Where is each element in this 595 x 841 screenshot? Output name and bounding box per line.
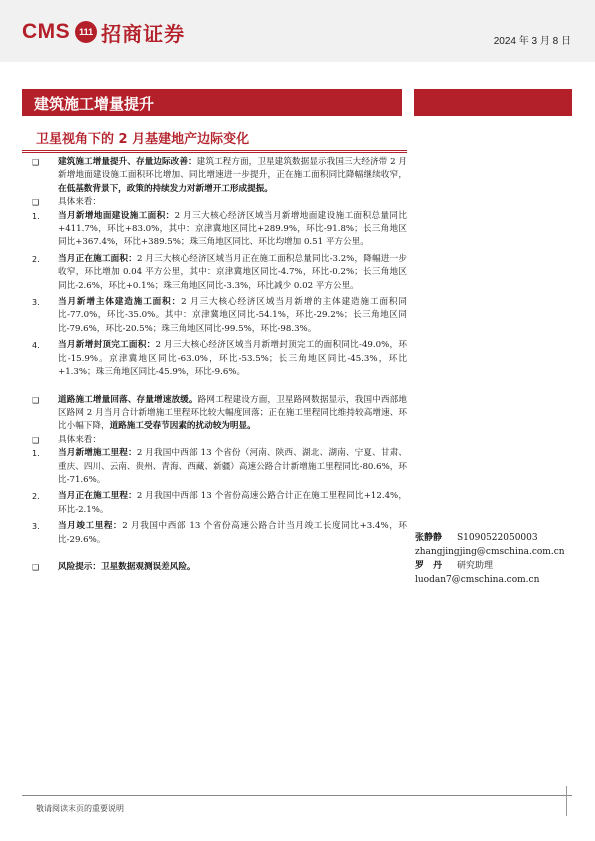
item-head: 当月新增施工里程： — [58, 448, 137, 459]
list-number: 1. — [32, 211, 40, 221]
item-text: 2 月我国中西部 13 个省份（河南、陕西、湖北、湖南、宁夏、甘肃、重庆、四川、云南、贵州、青海、西藏、新疆）高速公路合计新增施工里程同比-80.6%，环比-71.6%。 — [58, 448, 407, 485]
list-number: 2. — [32, 254, 40, 264]
section2-head: 道路施工增量回落、存量增速放缓。 — [58, 394, 198, 405]
main-content — [22, 156, 407, 574]
author-email[interactable]: luodan7@cmschina.com.cn — [415, 575, 540, 585]
section1-detail-label: 具体来看： — [58, 197, 101, 208]
list-item — [22, 296, 407, 336]
item-head: 当月正在施工面积： — [58, 253, 137, 264]
list-item — [22, 253, 407, 293]
list-number: 2. — [32, 492, 40, 502]
footer-rule — [22, 795, 572, 796]
page-header — [0, 0, 595, 62]
company-logo — [22, 20, 185, 44]
list-item — [22, 210, 407, 250]
author-panel — [415, 531, 585, 587]
item-text: 2 月我国中西部 13 个省份高速公路合计正在施工里程同比+12.4%，环比-2.1%。 — [58, 491, 407, 515]
subtitle-rule — [22, 150, 407, 151]
section1-head: 建筑施工增量提升、存量边际改善： — [58, 157, 197, 167]
list-number: 3. — [32, 298, 40, 308]
list-item — [22, 490, 407, 517]
item-head: 当月正在施工里程： — [58, 491, 137, 502]
list-item — [22, 339, 407, 379]
author-id: S1090522050003 — [457, 533, 538, 543]
item-text: 2 月我国中西部 13 个省份高速公路合计当月竣工长度同比+3.4%，环比-29.6%。 — [58, 521, 407, 545]
list-item — [22, 447, 407, 487]
page-title: 建筑施工增量提升 — [34, 95, 155, 113]
risk-note — [22, 561, 407, 574]
item-text: 2 月三大核心经济区域当月新增的主体建造施工面积同比-77.0%，环比-35.0%。其中：京津冀地区同比-54.1%，环比-29.2%；长三角地区同比-79.6%，环比-20.5%；珠三角地区同比-99.5%，环比-98.3%。 — [58, 297, 407, 334]
list-item — [22, 520, 407, 547]
title-bar — [22, 89, 402, 116]
section2-text: 路网工程建设方面，卫星路网数据显示，我国中西部地区路网 2 月当月合计新增施工里程环比较大幅度回落；正在施工里程同比维持较高增速、环比小幅下降， — [58, 394, 407, 432]
author-role: 研究助理 — [457, 561, 494, 571]
footer-note: 敬请阅读末页的重要说明 — [36, 804, 124, 813]
author-email[interactable]: zhangjingjing@cmschina.com.cn — [415, 547, 565, 557]
logo-badge-icon: 111 — [75, 21, 97, 43]
item-head: 当月新增主体建造施工面积： — [58, 297, 182, 308]
item-head: 当月新增地面建设施工面积： — [58, 210, 175, 221]
section1-text: 建筑工程方面，卫星建筑数据显示我国三大经济带 2 月新增地面建设施工面积环比增加、同比增速进一步提升，正在施工面积同比降幅继续收窄， — [58, 157, 407, 181]
author-name: 罗 丹 — [415, 561, 443, 571]
subtitle-rule-secondary — [22, 152, 407, 153]
item-text: 2 月三大核心经济区域当月新增封顶完工的面积同比-49.0%，环比-15.9%。京津冀地区同比-63.0%，环比-53.5%；长三角地区同比-45.3%，环比+1.3%；珠三角地区同比-45.9%，环比-9.6%。 — [58, 340, 407, 378]
section2-summary — [22, 394, 407, 434]
author-name: 张静静 — [415, 533, 443, 543]
section2-tail: 道路施工受春节因素的扰动较为明显。 — [109, 421, 256, 432]
author-row — [415, 531, 585, 545]
footer-divider — [566, 786, 567, 816]
section2-detail-label: 具体来看： — [58, 434, 101, 445]
bullet-icon: ❑ — [32, 198, 40, 208]
bullet-icon: ❑ — [32, 562, 40, 572]
section1-detail-label-row — [22, 196, 407, 209]
logo-english: CMS — [22, 20, 71, 43]
bullet-icon: ❑ — [32, 395, 40, 405]
logo-chinese: 招商证券 — [101, 21, 186, 46]
item-head: 当月竣工里程： — [58, 521, 123, 532]
section2-detail-label-row — [22, 434, 407, 447]
bullet-icon: ❑ — [32, 435, 40, 445]
item-text: 2 月三大核心经济区域当月新增地面建设施工面积总量同比+411.7%，环比+83.0%，其中：京津冀地区同比+289.9%，环比-91.8%；长三角地区同比+367.4%，环比+389.5%；珠三角地区同比、环比均增加 0.51 平方公里。 — [58, 210, 407, 248]
risk-text: 风险提示：卫星数据观测误差风险。 — [58, 561, 196, 572]
bullet-icon: ❑ — [32, 158, 40, 167]
author-row — [415, 559, 585, 573]
report-date: 2024 年 3 月 8 日 — [493, 36, 571, 47]
item-text: 2 月三大核心经济区域当月正在施工面积总量同比-3.2%，降幅进一步收窄，环比增加 0.04 平方公里，其中：京津冀地区同比-4.7%，环比-0.2%；长三角地区同比-2.6%，环比+0.1%；珠三角地区同比-3.3%，环比减少 0.02 平方公里。 — [58, 253, 407, 291]
side-bar-decoration — [414, 89, 572, 116]
list-number: 4. — [32, 341, 40, 351]
list-number: 1. — [32, 449, 40, 459]
section1-tail: 在低基数背景下，政策的持续发力对新增开工形成提振。 — [58, 183, 273, 194]
item-head: 当月新增封顶完工面积： — [58, 340, 156, 351]
list-number: 3. — [32, 522, 40, 532]
report-subtitle: 卫星视角下的 2 月基建地产边际变化 — [36, 132, 250, 147]
section1-summary — [22, 156, 407, 196]
